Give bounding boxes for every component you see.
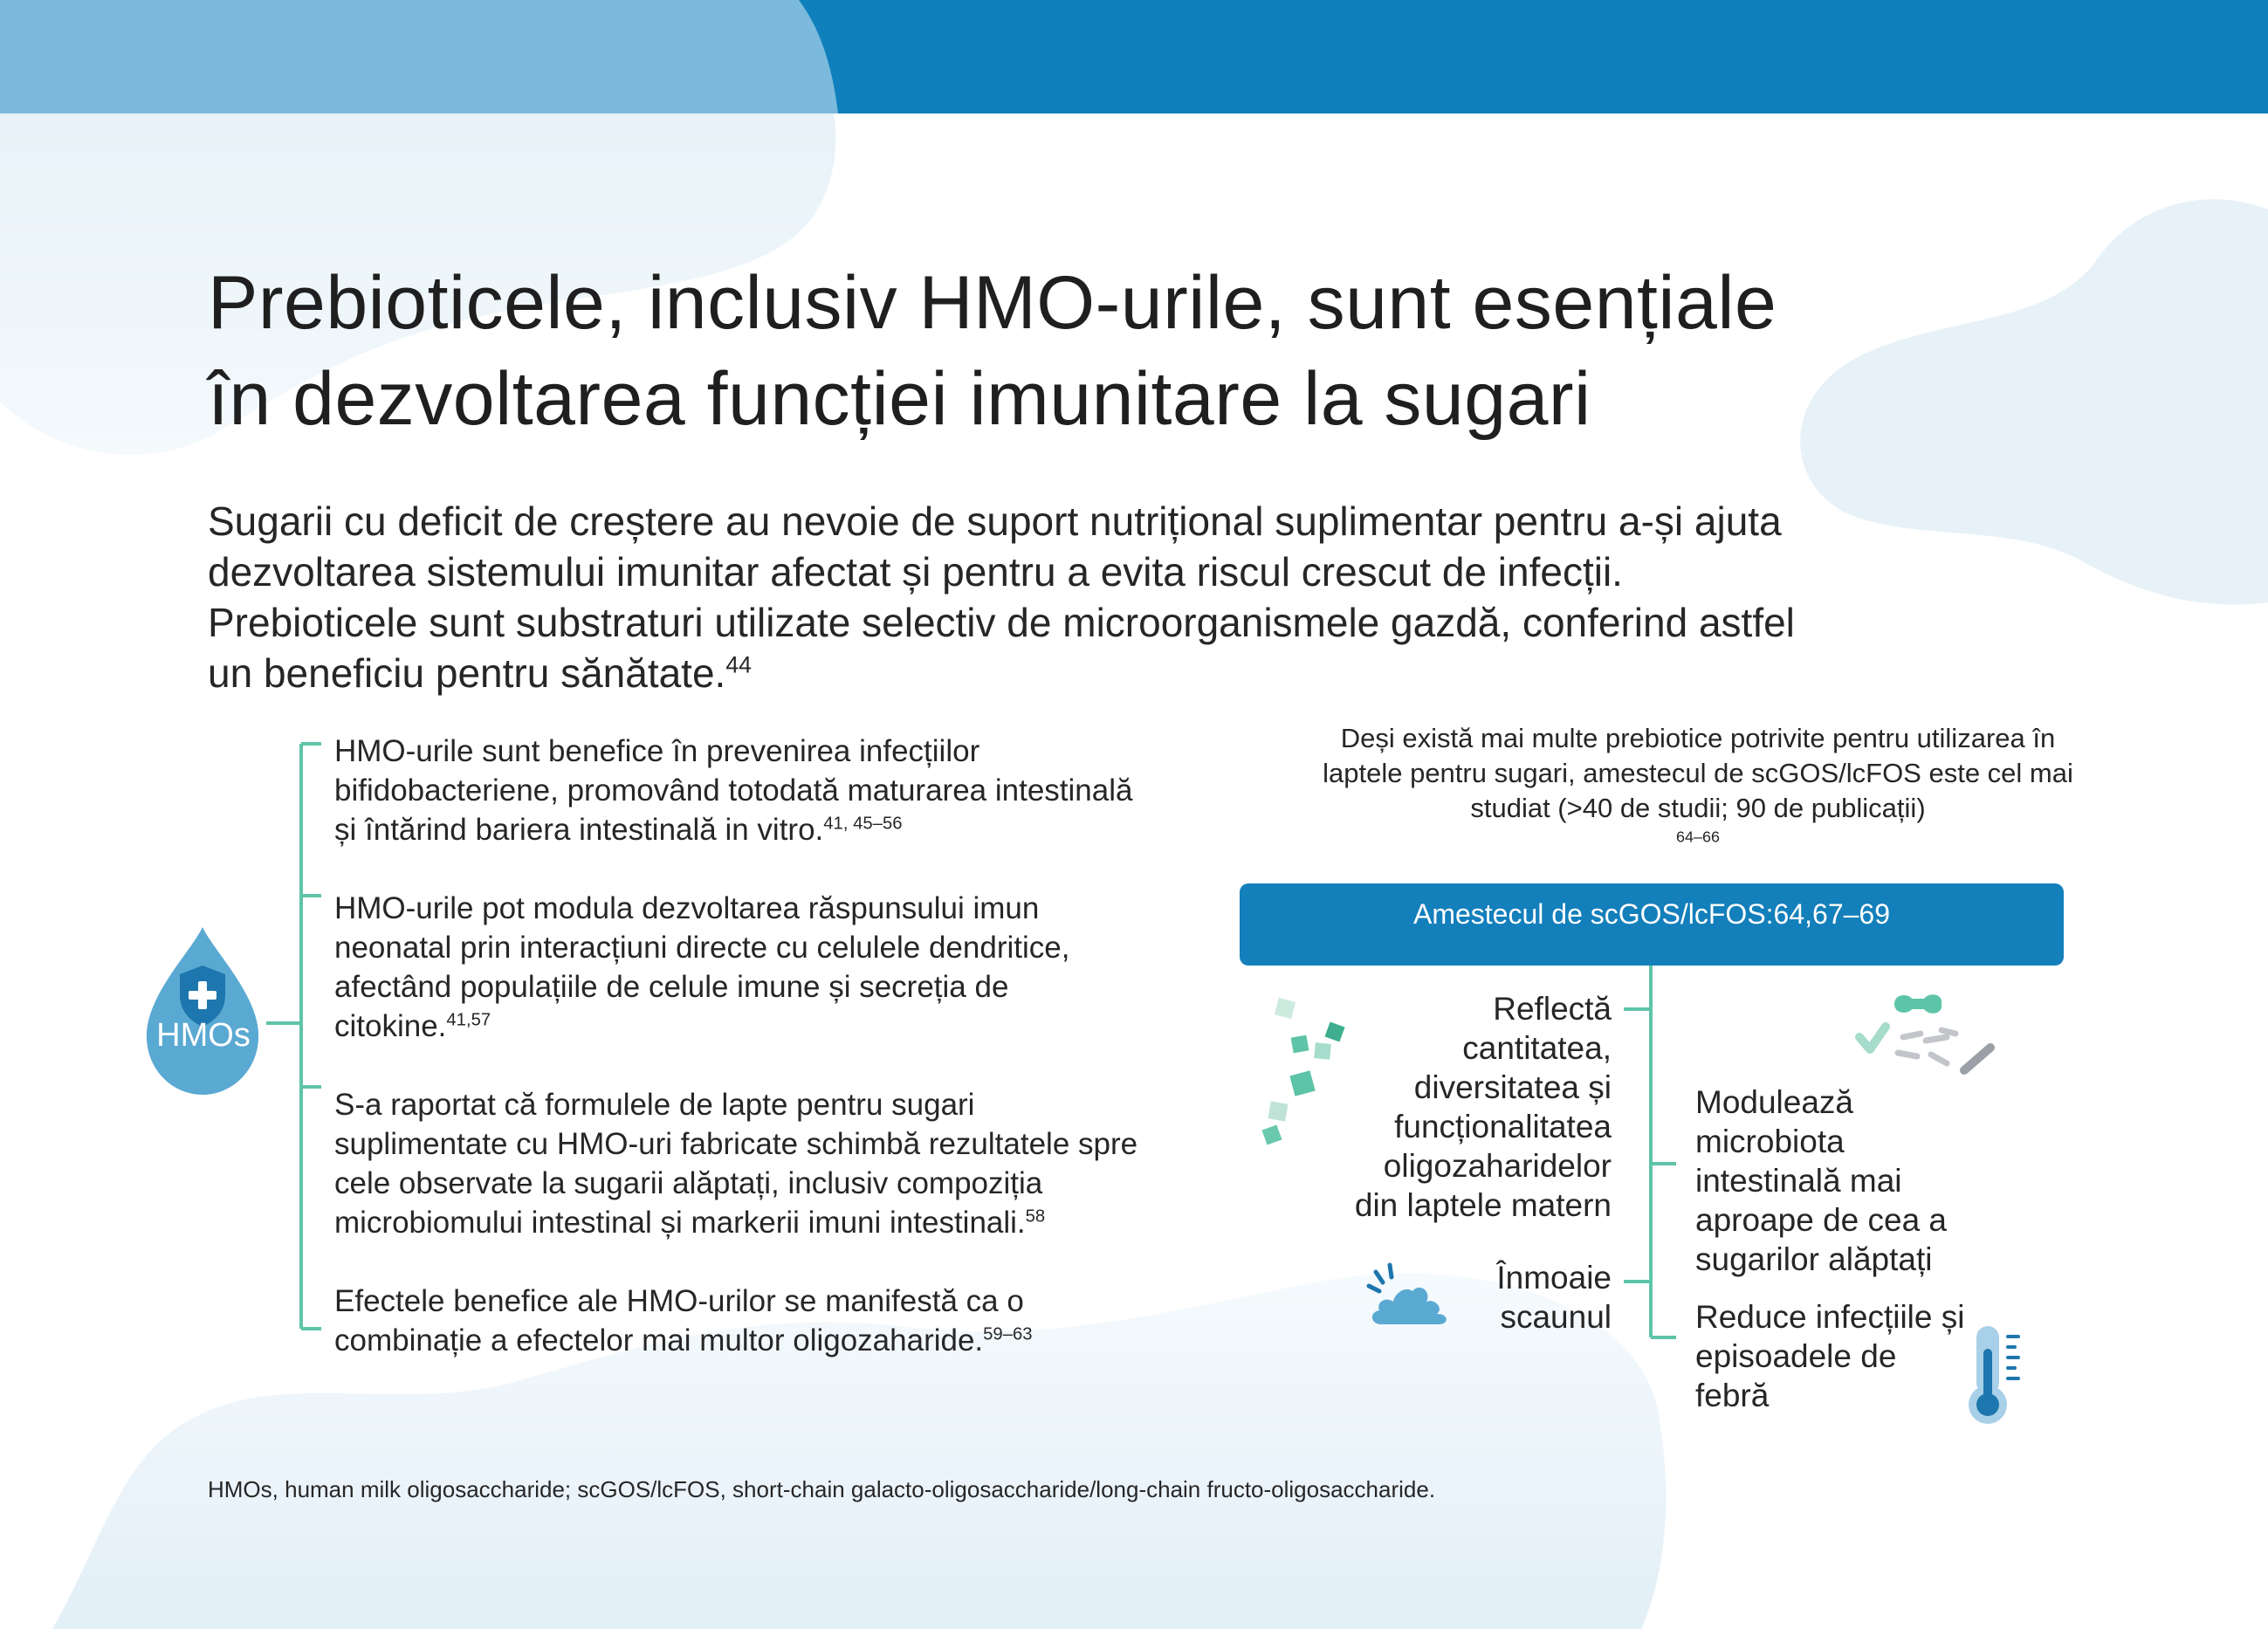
hmo-bullet [334,1282,1234,1360]
scgos-intro-reference: 64–66 [1676,828,1720,846]
scgos-banner: Amestecul de scGOS/lcFOS:64,67–69 [1240,883,2064,966]
reflects-line: din laptele matern [1354,1187,1612,1223]
reflects-text [1275,989,1612,1225]
modulates-line: microbiota [1695,1124,1845,1159]
bullet-line: afectând populațiile de celule imune și secreția de [334,970,1009,1004]
reduces-line: febră [1695,1378,1770,1413]
bullet-reference: 41, 45–56 [823,814,903,834]
bullet-line [334,1321,1234,1360]
bullet-line-text: combinație a efectelor mai multor oligozaharide. [334,1323,984,1358]
bullet-line: bifidobacteriene, promovând totodată maturarea intestinală [334,773,1133,808]
scgos-intro-text: studiat (>40 de studii; 90 de publicații) [1470,793,1926,823]
reflects-line: diversitatea și [1413,1069,1612,1105]
softens-line: scaunul [1500,1299,1612,1335]
softens-line: Înmoaie [1496,1260,1612,1296]
page-title-line-1: Prebioticele, inclusiv HMO-urile, sunt esențiale [208,261,1777,345]
reflects-line: oligozaharidelor [1383,1148,1612,1184]
bullet-reference: 59–63 [983,1324,1033,1344]
bullet-reference: 58 [1025,1206,1046,1227]
bullet-line: suplimentate cu HMO-uri fabricate schimbă rezultatele spre [334,1127,1138,1161]
reflects-line: Reflectă [1493,991,1612,1027]
intro-line: Prebioticele sunt substraturi utilizate selectiv de microorganismele gazdă, conferind astfel [208,600,1795,645]
hmo-drop-icon [140,924,271,1098]
bullet-line [334,1203,1234,1242]
hmo-bullet [334,732,1234,849]
bullet-line [334,810,1234,849]
bullet-line: Efectele benefice ale HMO-urilor se manifestă ca o [334,1284,1024,1318]
bullet-reference: 41,57 [446,1010,491,1030]
bullet-line: S-a raportat că formulele de lapte pentru sugari [334,1088,975,1122]
page-title-line-2: în dezvoltarea funcției imunitare la sugari [208,357,1591,441]
intro-line: dezvoltarea sistemului imunitar afectat și pentru a evita riscul crescut de infecții. [208,549,1623,595]
bullet-line-text: citokine. [334,1009,447,1043]
reflects-line: funcționalitatea [1394,1109,1612,1144]
intro-reference: 44 [725,651,752,678]
intro-line-text: un beneficiu pentru sănătate. [208,650,726,696]
bullet-line: neonatal prin interacțiuni directe cu celulele dendritice, [334,931,1070,965]
bullet-line: cele observate la sugarii alăptați, inclusiv compoziția [334,1166,1043,1200]
hmo-bullet [334,889,1234,1046]
scgos-intro-line: laptele pentru sugari, amestecul de scGOS/lcFOS este cel mai [1323,758,2073,788]
hmo-label: HMOs [156,1017,251,1054]
bullet-line-text: și întărind bariera intestinală in vitro. [334,813,824,847]
reflects-line: cantitatea, [1462,1030,1612,1066]
bullet-line-text: microbiomului intestinal și markerii imuni intestinali. [334,1206,1026,1240]
hmo-bullet [334,1085,1234,1242]
modulates-line: sugarilor alăptați [1695,1241,1933,1277]
bullet-line: HMO-urile pot modula dezvoltarea răspunsului imun [334,891,1040,925]
thermometer-icon [1964,1323,2034,1427]
microbiota-icon [1851,985,2008,1089]
footnote: HMOs, human milk oligosaccharide; scGOS/lcFOS, short-chain galacto-oligosaccharide/long-chain fructo-oligosaccharide. [208,1476,1436,1502]
scgos-intro-line: Deși există mai multe prebiotice potrivite pentru utilizarea în [1340,723,2056,753]
modulates-line: intestinală mai [1695,1163,1902,1199]
scgos-intro [1218,721,2178,861]
reduces-line: Reduce infecțiile și [1695,1299,1965,1335]
softens-text [1388,1258,1612,1337]
bullet-line: HMO-urile sunt benefice în prevenirea infecțiilor [334,734,980,768]
modulates-text [1695,1083,2062,1279]
bullet-line [334,1007,1234,1046]
intro-line: Sugarii cu deficit de creștere au nevoie de suport nutrițional suplimentar pentru a-și ajuta [208,498,1782,544]
modulates-line: aproape de cea a [1695,1202,1948,1238]
modulates-line: Modulează [1695,1084,1854,1120]
reduces-line: episoadele de [1695,1338,1897,1374]
scgos-intro-line [1218,791,2178,861]
